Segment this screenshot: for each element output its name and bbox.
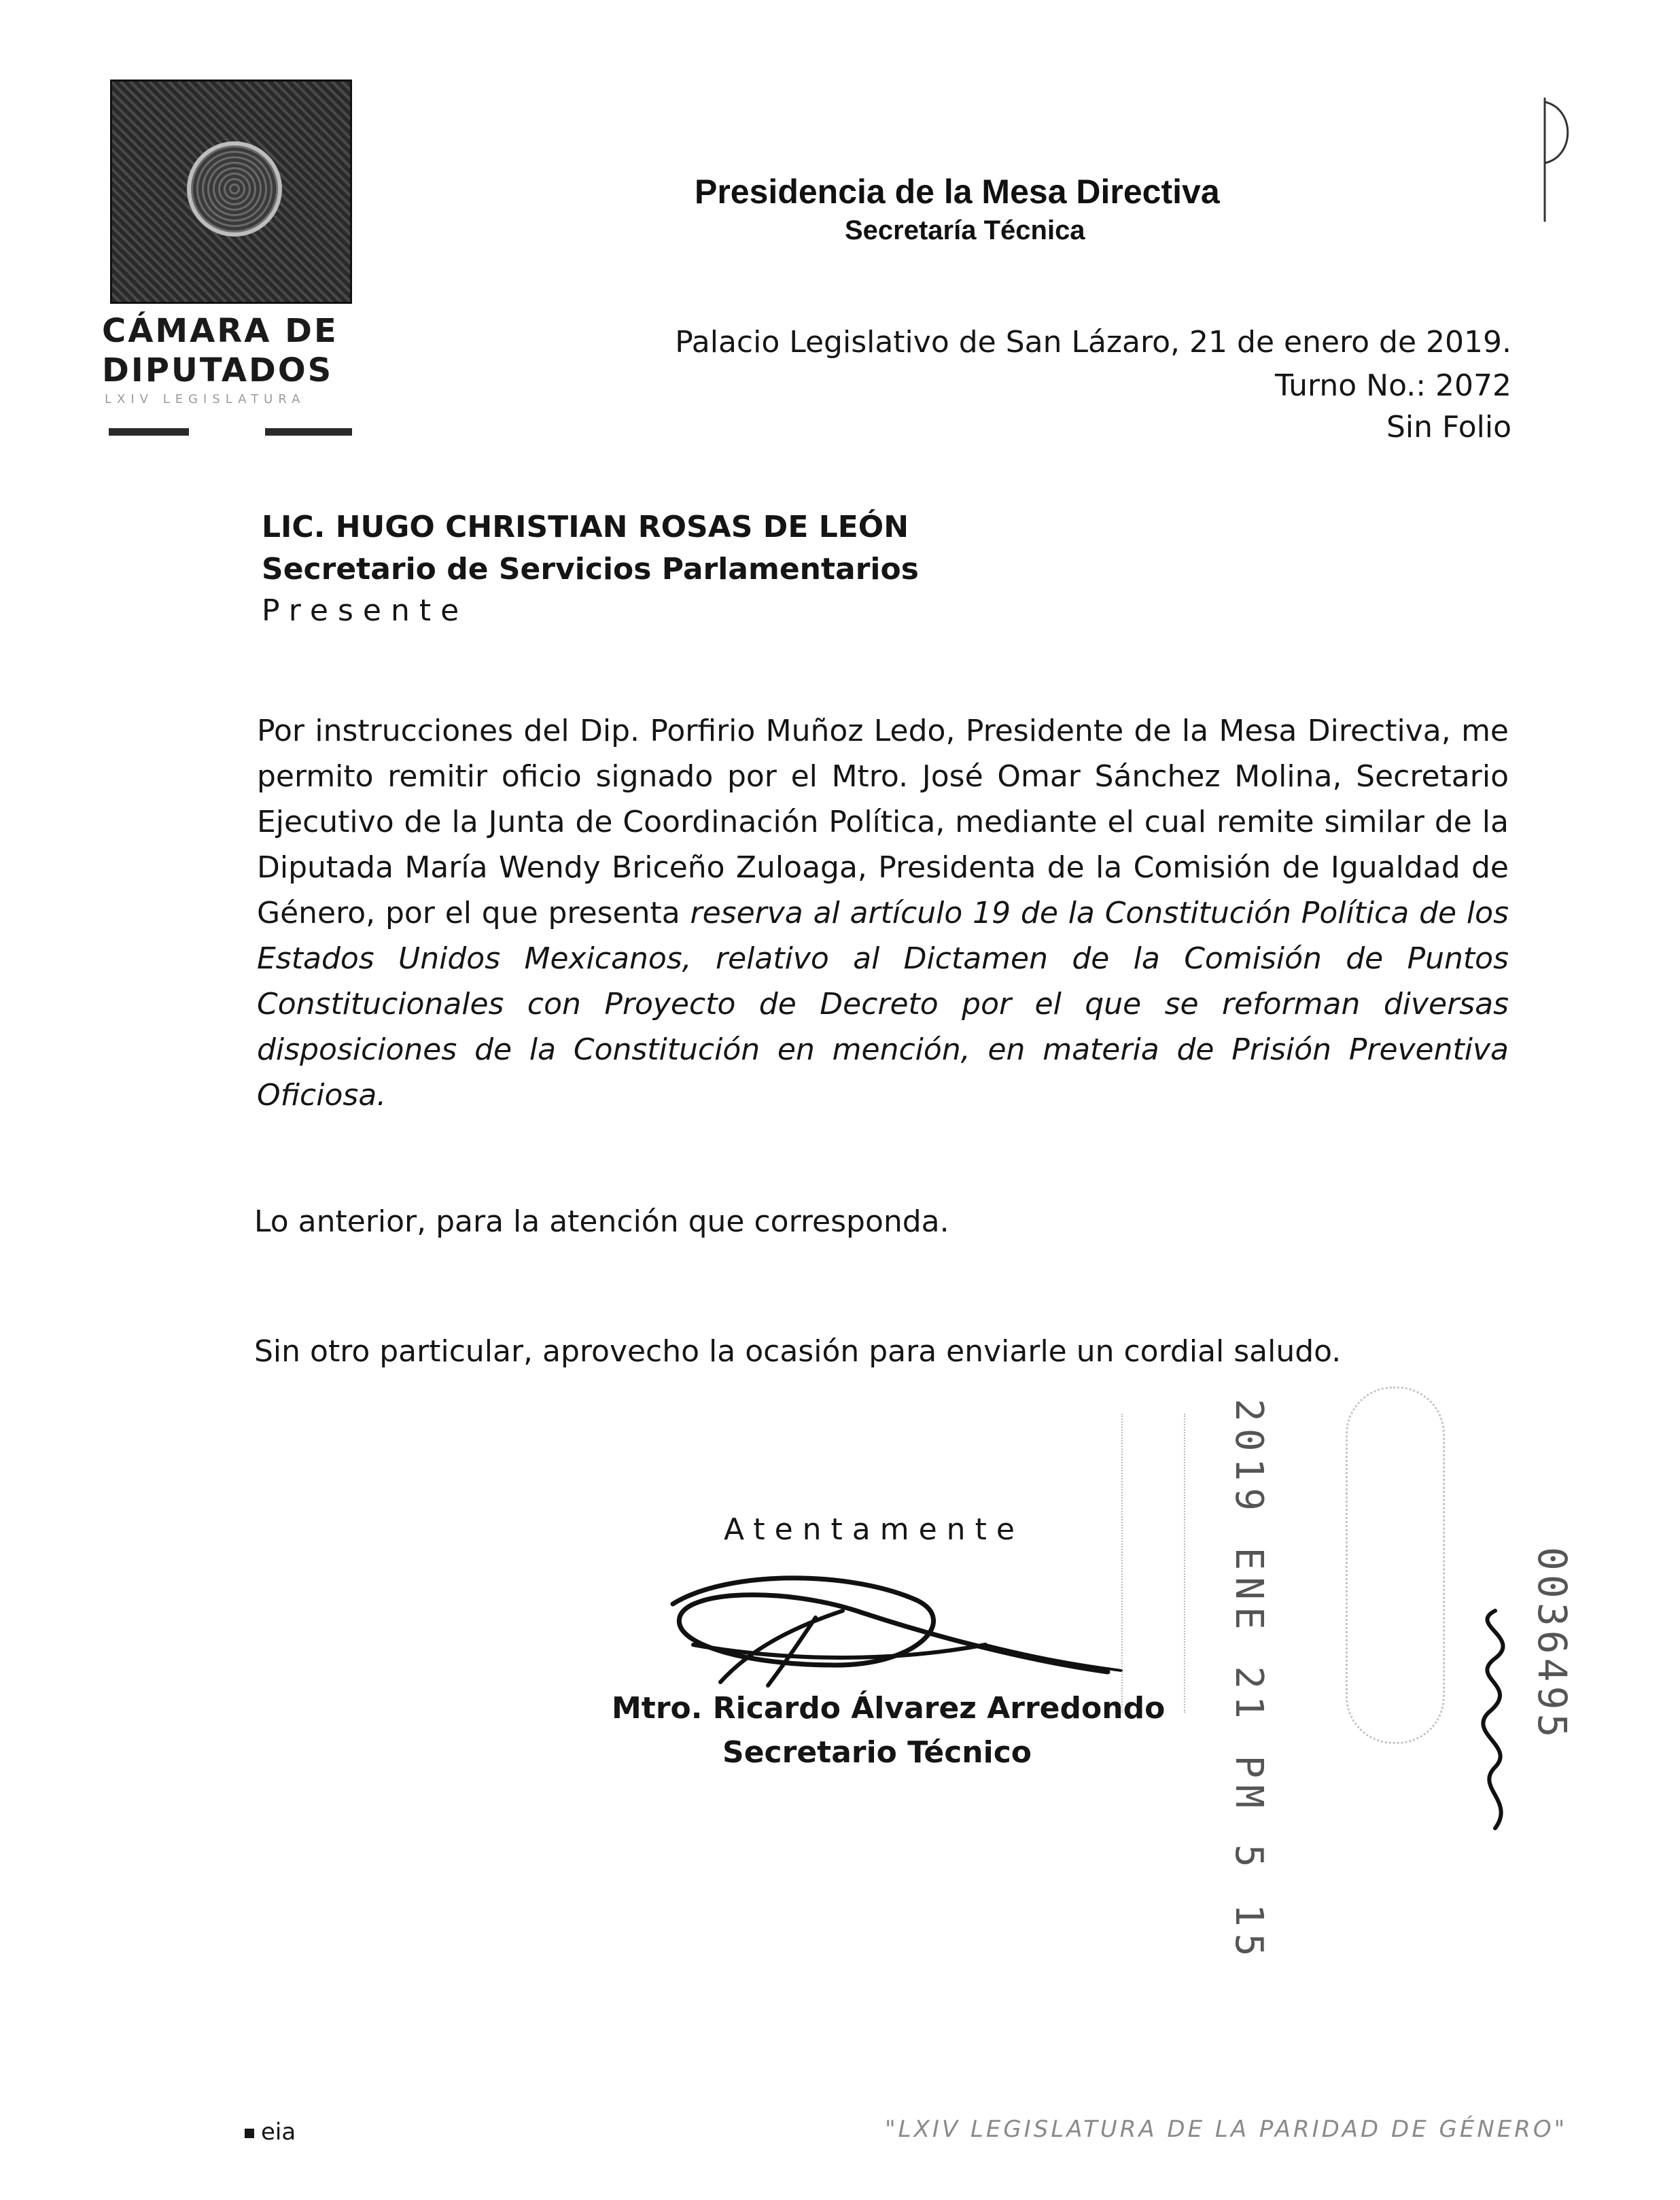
salutation-presente: Presente (262, 593, 469, 628)
reception-stamp-date: 2019 ENE 21 PM 5 15 (1227, 1399, 1271, 1963)
handwritten-mark (1528, 92, 1575, 228)
department-heading: Secretaría Técnica (845, 215, 1085, 245)
body-italic-subject: reserva al artículo 19 de la Constitución Política de los Estados Unidos Mexicanos, relativo al Dictamen de la Comisión de Puntos Constitucionales con Proyecto de Decreto por el que se reforman diversas disposiciones de la Constitución en mención, en materia de Prisión Preventiva Oficiosa. (257, 896, 1509, 1113)
folio-label: Sin Folio (1386, 410, 1511, 444)
turno-number: Turno No.: 2072 (1274, 368, 1511, 403)
stamp-seal-right (1346, 1386, 1445, 1744)
handwritten-signature (632, 1563, 1135, 1699)
closing-salutation: Atentamente (724, 1512, 1024, 1547)
logo-divider-left (109, 428, 189, 436)
chamber-logo-emblem (110, 80, 352, 304)
logo-divider-right (265, 428, 352, 436)
national-seal-icon (187, 141, 282, 237)
legislature-motto: "LXIV LEGISLATURA DE LA PARIDAD DE GÉNERO" (885, 2116, 1568, 2143)
signer-name: Mtro. Ricardo Álvarez Arredondo (612, 1691, 1166, 1726)
recipient-position: Secretario de Servicios Parlamentarios (262, 552, 919, 587)
body-paragraph-3: Sin otro particular, aprovecho la ocasión para enviarle un cordial saludo. (254, 1334, 1342, 1369)
body-paragraph-2: Lo anterior, para la atención que corresponda. (254, 1204, 949, 1239)
signer-title: Secretario Técnico (722, 1735, 1032, 1770)
body-intro: Por instrucciones del Dip. Porfirio Muñoz Ledo, Presidente de la Mesa Directiva, me permito remitir oficio signado por el Mtro. José Omar Sánchez Molina, Secretario Ejecutivo de la Junta de Coordinación Política, mediante el cual remite similar de la Diputada María Wendy Briceño Zuloaga, Presidenta de la Comisión de Igualdad de Género, por el que presenta (257, 714, 1509, 930)
stamp-seal-left (1121, 1414, 1185, 1713)
legislature-label: LXIV LEGISLATURA (105, 392, 306, 406)
body-paragraph (257, 708, 1509, 1118)
office-heading: Presidencia de la Mesa Directiva (695, 173, 1220, 211)
handwritten-initials (1454, 1597, 1536, 1842)
incoming-folio-number: 0036495 (1529, 1547, 1575, 1742)
typist-initials: eia (245, 2118, 296, 2146)
chamber-name-line1: CÁMARA DE (102, 312, 338, 350)
place-date: Palacio Legislativo de San Lázaro, 21 de enero de 2019. (675, 325, 1511, 360)
chamber-name-line2: DIPUTADOS (102, 351, 334, 389)
chamber-name (102, 311, 360, 390)
recipient-name: LIC. HUGO CHRISTIAN ROSAS DE LEÓN (262, 510, 909, 544)
